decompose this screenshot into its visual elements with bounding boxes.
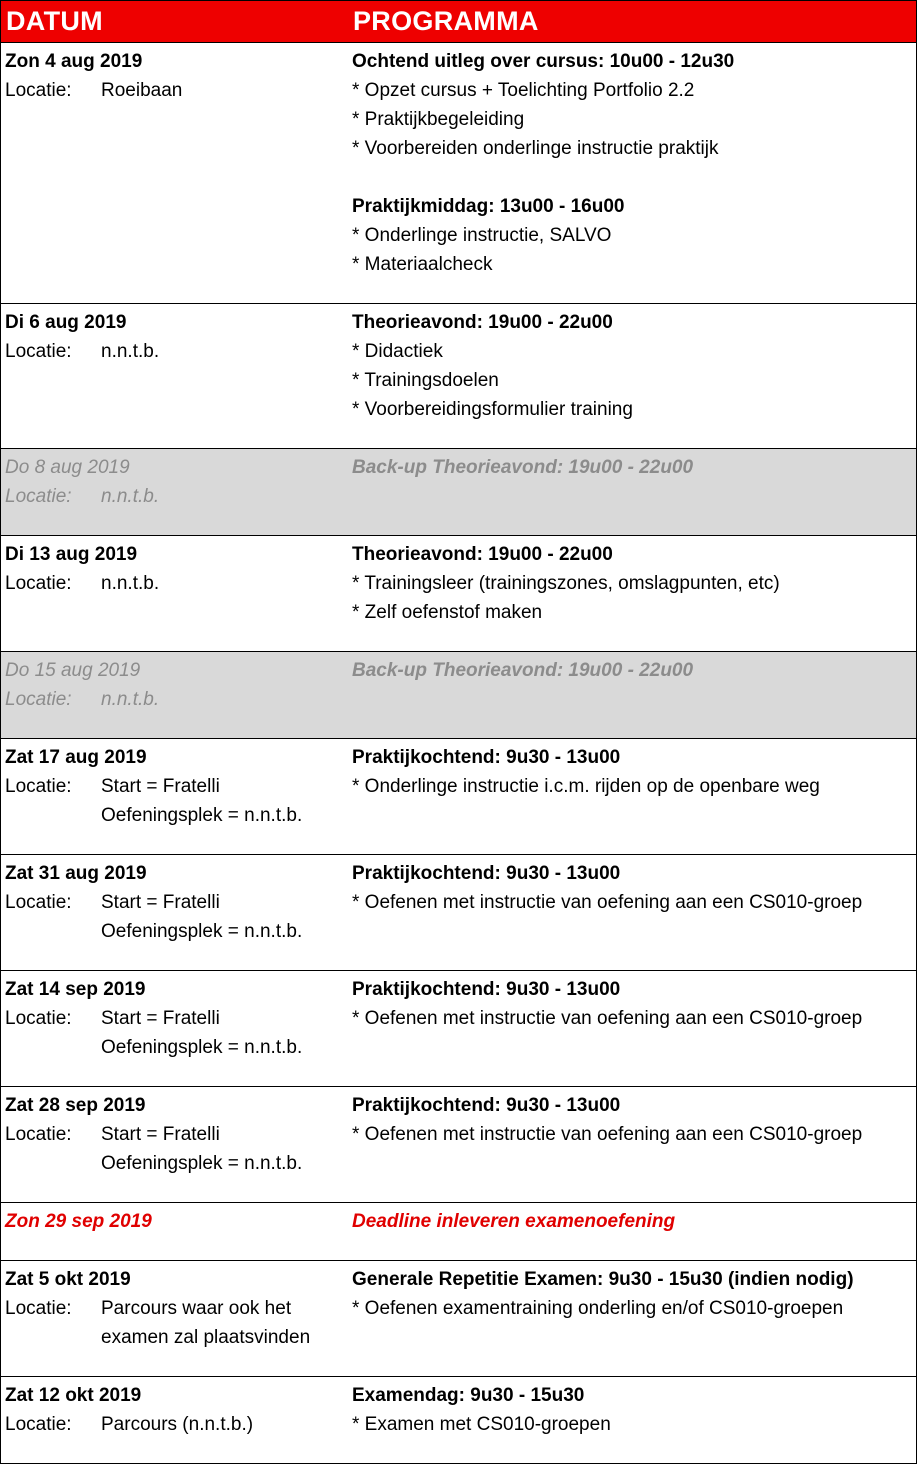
location-value: Start = Fratelli [101,776,220,797]
table-row [0,1087,917,1203]
program-item: * Oefenen met instructie van oefening aan een CS010-groep [352,892,863,913]
location-line [5,1323,345,1352]
location-value: Start = Fratelli [101,1124,220,1145]
program-title: Praktijkochtend: 9u30 - 13u00 [352,1095,621,1116]
location-label: Locatie: [5,1124,72,1145]
date-text: Zat 12 okt 2019 [5,1385,142,1406]
location-label: Locatie: [5,573,72,594]
location-value: Roeibaan [101,80,183,101]
location-value: n.n.t.b. [101,341,160,362]
location-line [5,1033,345,1062]
date-text: Di 13 aug 2019 [5,544,138,565]
location-line [5,888,345,917]
location-value: Oefeningsplek = n.n.t.b. [101,805,303,826]
date-text: Do 15 aug 2019 [5,660,141,681]
location-label: Locatie: [5,776,72,797]
program-title: Praktijkochtend: 9u30 - 13u00 [352,863,621,884]
date-text: Zat 17 aug 2019 [5,747,147,768]
location-line [5,685,345,714]
date-cell [5,308,345,366]
location-line [5,1294,345,1323]
location-line [5,801,345,830]
location-line [5,76,345,105]
location-value: Parcours waar ook het [101,1298,292,1319]
program-title: Generale Repetitie Examen: 9u30 - 15u30 (indien nodig) [352,1269,854,1290]
location-value: examen zal plaatsvinden [101,1327,311,1348]
program-item: * Oefenen examentraining onderling en/of CS010-groepen [352,1298,844,1319]
program-cell [352,656,912,685]
table-row-deadline [0,1203,917,1261]
program-title: Examendag: 9u30 - 15u30 [352,1385,585,1406]
program-cell [352,540,912,627]
program-item: * Zelf oefenstof maken [352,602,543,623]
location-value: Start = Fratelli [101,1008,220,1029]
date-cell [5,540,345,598]
program-item: * Opzet cursus + Toelichting Portfolio 2.2 [352,80,695,101]
program-title: Back-up Theorieavond: 19u00 - 22u00 [352,660,694,681]
location-label: Locatie: [5,486,72,507]
location-label: Locatie: [5,1008,72,1029]
program-title: Praktijkochtend: 9u30 - 13u00 [352,979,621,1000]
date-cell [5,656,345,714]
table-row [0,43,917,304]
program-title: Back-up Theorieavond: 19u00 - 22u00 [352,457,694,478]
program-item: * Trainingsdoelen [352,370,499,391]
date-text: Do 8 aug 2019 [5,457,130,478]
table-row-backup [0,652,917,739]
program-cell [352,975,912,1033]
program-cell [352,1207,912,1236]
location-line [5,917,345,946]
location-line [5,1120,345,1149]
program-cell [352,1265,912,1323]
header-datum: DATUM [6,6,103,36]
date-cell [5,1381,345,1439]
date-text: Zat 28 sep 2019 [5,1095,146,1116]
program-title: Praktijkmiddag: 13u00 - 16u00 [352,196,625,217]
date-text: Zat 14 sep 2019 [5,979,146,1000]
program-cell [352,308,912,424]
table-row [0,304,917,449]
date-cell [5,975,345,1062]
program-item: * Oefenen met instructie van oefening aan een CS010-groep [352,1008,863,1029]
location-label: Locatie: [5,341,72,362]
location-value: n.n.t.b. [101,573,160,594]
table-row [0,1377,917,1464]
location-label: Locatie: [5,80,72,101]
program-cell [352,1091,912,1149]
program-cell [352,859,912,917]
program-item: * Onderlinge instructie i.c.m. rijden op de openbare weg [352,776,820,797]
date-cell [5,1265,345,1352]
table-row [0,739,917,855]
program-title: Ochtend uitleg over cursus: 10u00 - 12u30 [352,51,735,72]
program-title: Deadline inleveren examenoefening [352,1211,676,1232]
location-label: Locatie: [5,1414,72,1435]
program-cell [352,743,912,801]
program-item: * Onderlinge instructie, SALVO [352,225,612,246]
location-line [5,772,345,801]
date-cell [5,453,345,511]
location-value: Oefeningsplek = n.n.t.b. [101,1037,303,1058]
table-row [0,1261,917,1377]
program-item: * Praktijkbegeleiding [352,109,525,130]
location-value: n.n.t.b. [101,689,160,710]
program-item: * Examen met CS010-groepen [352,1414,611,1435]
date-cell [5,859,345,946]
location-value: Start = Fratelli [101,892,220,913]
table-row-backup [0,449,917,536]
location-value: Parcours (n.n.t.b.) [101,1414,254,1435]
location-line [5,1004,345,1033]
location-line [5,482,345,511]
location-line [5,1410,345,1439]
location-line [5,569,345,598]
date-text: Zat 31 aug 2019 [5,863,147,884]
date-text: Di 6 aug 2019 [5,312,127,333]
program-item: * Trainingsleer (trainingszones, omslagpunten, etc) [352,573,780,594]
location-label: Locatie: [5,1298,72,1319]
header-programma: PROGRAMMA [353,6,539,36]
program-cell [352,1381,912,1439]
table-row [0,536,917,652]
table-row [0,971,917,1087]
table-header [0,0,917,43]
program-item: * Voorbereidingsformulier training [352,399,633,420]
program-title: Theorieavond: 19u00 - 22u00 [352,312,613,333]
date-text: Zon 29 sep 2019 [5,1211,152,1232]
location-value: Oefeningsplek = n.n.t.b. [101,1153,303,1174]
program-cell [352,453,912,482]
program-title: Theorieavond: 19u00 - 22u00 [352,544,613,565]
date-cell [5,743,345,830]
location-line [5,337,345,366]
location-value: Oefeningsplek = n.n.t.b. [101,921,303,942]
program-item: * Didactiek [352,341,443,362]
date-text: Zon 4 aug 2019 [5,51,143,72]
location-value: n.n.t.b. [101,486,160,507]
date-cell [5,1207,345,1236]
date-text: Zat 5 okt 2019 [5,1269,131,1290]
date-cell [5,47,345,105]
program-title: Praktijkochtend: 9u30 - 13u00 [352,747,621,768]
location-label: Locatie: [5,689,72,710]
date-cell [5,1091,345,1178]
program-item: * Materiaalcheck [352,254,493,275]
table-row [0,855,917,971]
program-item: * Oefenen met instructie van oefening aan een CS010-groep [352,1124,863,1145]
program-cell [352,47,912,279]
location-label: Locatie: [5,892,72,913]
program-item: * Voorbereiden onderlinge instructie praktijk [352,138,719,159]
location-line [5,1149,345,1178]
